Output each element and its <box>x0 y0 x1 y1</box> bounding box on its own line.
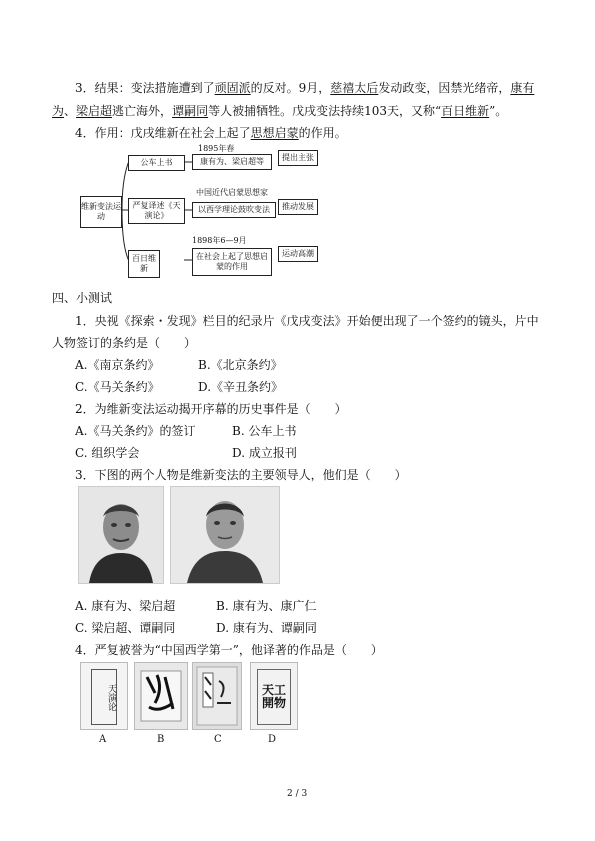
text: 的反对。9月， <box>250 81 331 95</box>
reform-diagram <box>80 140 350 280</box>
q3-option-b: B. 康有为、康广仁 <box>216 599 317 613</box>
diagram-root: 维新变法运动 <box>80 196 122 228</box>
underlined-term: 慈禧太后 <box>330 81 379 95</box>
text: 等人被捕牺牲。戊戌变法持续103天，又称“ <box>208 104 442 118</box>
diagram-b2-mid: 以西学理论鼓吹变法 <box>192 202 276 218</box>
portrait-photo-1 <box>78 486 164 584</box>
q3-option-c: C. 梁启超、谭嗣同 <box>75 621 176 635</box>
underlined-term: 思想启蒙 <box>250 126 299 140</box>
portrait-photo-2 <box>170 486 280 584</box>
image-label-b: B <box>157 734 165 745</box>
q1-line-2: 人物签订的条约是（ ） <box>52 336 197 350</box>
result-line-2 <box>52 103 507 119</box>
diagram-b2-top: 中国近代启蒙思想家 <box>196 188 268 197</box>
result-line-1 <box>75 80 534 96</box>
diagram-branch-3: 百日维新 <box>128 250 160 278</box>
underlined-term: 顽固派 <box>214 81 251 95</box>
quiz-heading: 四、小测试 <box>52 291 113 305</box>
page-number: 2 / 3 <box>287 789 308 799</box>
diagram-b2-right: 推动发展 <box>278 199 318 215</box>
text: 逃亡海外， <box>112 104 173 118</box>
q2-option-b: B. 公车上书 <box>232 424 297 438</box>
diagram-b3-date: 1898年6—9月 <box>192 236 247 245</box>
effect-line <box>75 125 347 141</box>
diagram-b1-date: 1895年春 <box>198 144 235 153</box>
diagram-branch-2: 严复译述《天演论》 <box>128 198 185 224</box>
image-label-c: C <box>214 734 222 745</box>
book-cover-a <box>80 662 128 730</box>
q2-option-a: A.《马关条约》的签订 <box>75 424 196 438</box>
q1-line-1: 1．央视《探索・发现》栏目的纪录片《戊戌变法》开始便出现了一个签约的镜头，片中 <box>75 314 539 328</box>
q1-option-c: C.《马关条约》 <box>75 380 160 394</box>
text: ”。 <box>489 104 508 118</box>
book-c-calligraphy <box>193 663 241 729</box>
image-label-a: A <box>99 734 107 745</box>
book-b-calligraphy <box>135 663 187 729</box>
diagram-b3-right: 运动高潮 <box>278 246 318 262</box>
q3-option-a: A. 康有为、梁启超 <box>75 599 176 613</box>
q3-option-d: D. 康有为、谭嗣同 <box>216 621 317 635</box>
portrait-1-image <box>79 487 163 583</box>
q1-option-b: B.《北京条约》 <box>198 358 283 372</box>
diagram-b1-people: 康有为、梁启超等 <box>192 154 272 170</box>
diagram-branch-1: 公车上书 <box>128 155 185 171</box>
image-label-d: D <box>268 734 277 745</box>
text: 、 <box>64 104 77 118</box>
q2-option-c: C. 组织学会 <box>75 446 140 460</box>
text: 的作用。 <box>298 126 347 140</box>
text: 发动政变，因禁光绪帝， <box>378 81 511 95</box>
book-cover-c <box>192 662 242 730</box>
underlined-term: 梁启超 <box>76 104 113 118</box>
text: 4．作用：戊戌维新在社会上起了 <box>75 126 251 140</box>
underlined-term: 百日维新 <box>441 104 490 118</box>
diagram-b3-mid: 在社会上起了思想启蒙的作用 <box>192 248 272 276</box>
q1-option-a: A.《南京条约》 <box>75 358 160 372</box>
q4-stem: 4．严复被誉为“中国西学第一”，他译著的作品是（ ） <box>75 643 383 657</box>
underlined-term: 谭嗣同 <box>172 104 209 118</box>
book-cover-b <box>134 662 188 730</box>
book-d-title: 天工開物 <box>257 669 291 725</box>
text: 3．结果：变法措施遭到了 <box>75 81 215 95</box>
book-a-title: 天演论 <box>91 669 117 725</box>
diagram-b1-right: 提出主张 <box>278 150 318 166</box>
q1-option-d: D.《辛丑条约》 <box>198 380 284 394</box>
q2-stem: 2．为维新变法运动揭开序幕的历史事件是（ ） <box>75 402 347 416</box>
q2-option-d: D. 成立报刊 <box>232 446 297 460</box>
q3-stem: 3．下图的两个人物是维新变法的主要领导人，他们是（ ） <box>75 468 407 482</box>
portrait-2-image <box>171 487 279 583</box>
book-cover-d <box>250 662 298 730</box>
underlined-term: 为 <box>52 104 65 118</box>
underlined-term: 康有 <box>510 81 535 95</box>
